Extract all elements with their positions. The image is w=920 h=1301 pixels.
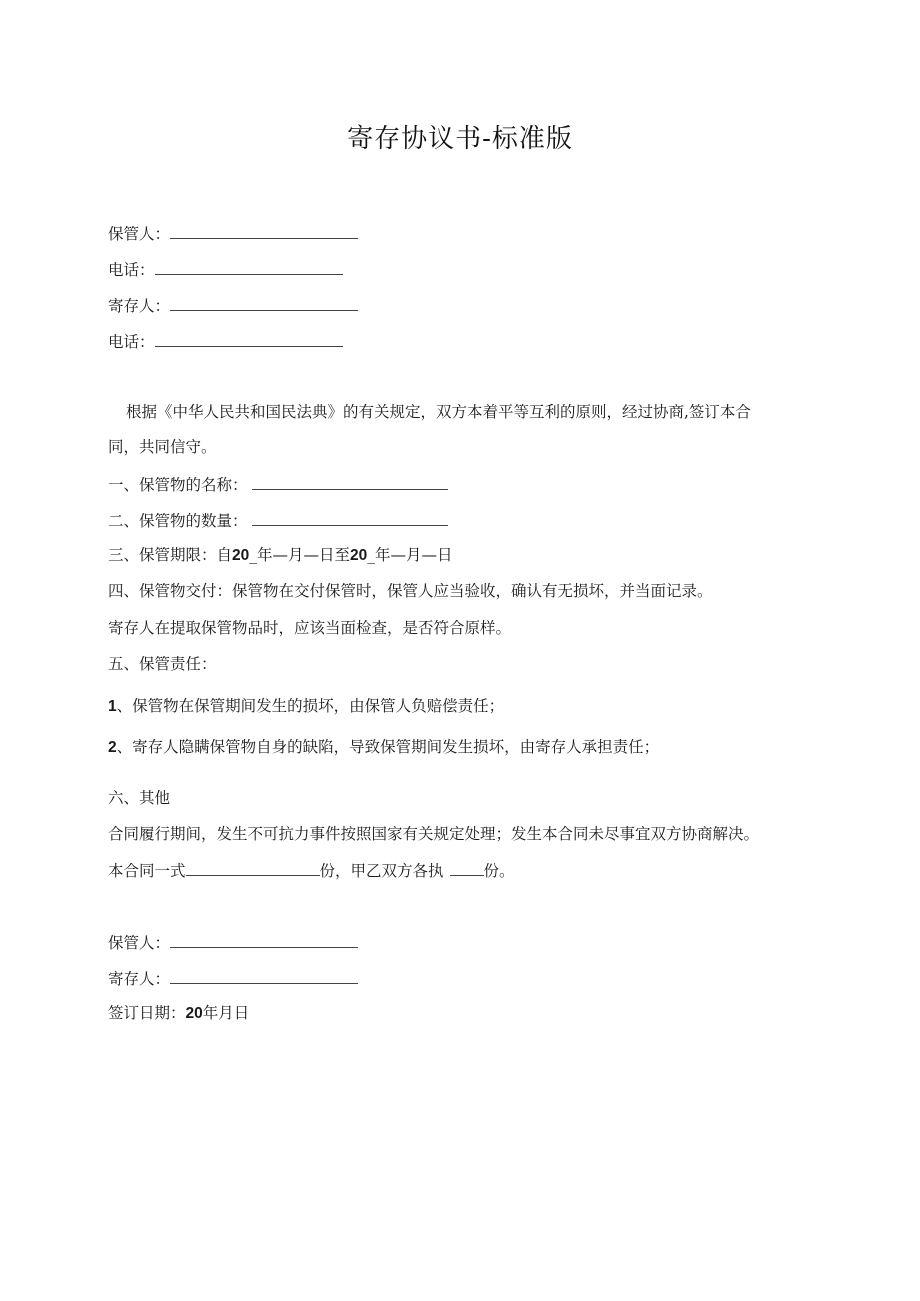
- depositor-line: [108, 295, 358, 316]
- item-4-line: 四、保管物交付：保管物在交付保管时，保管人应当验收，确认有无损坏，并当面记录。: [108, 582, 713, 600]
- phone-label-2: 电话：: [108, 333, 155, 351]
- sign-depositor-line: [108, 968, 358, 989]
- item-5-2-line: [108, 737, 659, 758]
- intro-paragraph-line-2: 同，共同信守。: [108, 438, 217, 456]
- sign-custodian-blank[interactable]: [170, 932, 358, 948]
- item-quantity-blank[interactable]: [252, 510, 448, 526]
- item-1-label: 一、保管物的名称：: [108, 476, 248, 494]
- item-5-heading: 五、保管责任：: [108, 655, 217, 673]
- copies-line: [108, 860, 515, 881]
- custodian-line: [108, 223, 358, 244]
- item-2-label: 二、保管物的数量：: [108, 512, 248, 530]
- document-title: 寄存协议书-标准版: [347, 124, 573, 154]
- item-4-continuation: 寄存人在提取保管物品时，应该当面检查，是否符合原样。: [108, 619, 512, 637]
- item-3-year-2: 20: [350, 547, 368, 564]
- sign-custodian-label: 保管人：: [108, 934, 171, 952]
- item-6-text: 合同履行期间，发生不可抗力事件按照国家有关规定处理；发生本合同未尽事宜双方协商解决。: [108, 825, 760, 843]
- item-3-prefix: 三、保管期限：自: [108, 546, 233, 564]
- item-3-line: [108, 545, 453, 566]
- copies-total-blank[interactable]: [186, 860, 320, 876]
- item-3-mid: _年—月—日至: [249, 546, 351, 564]
- sign-depositor-blank[interactable]: [170, 968, 358, 984]
- sign-depositor-label: 寄存人：: [108, 970, 171, 988]
- item-3-end: _年—月—日: [367, 546, 453, 564]
- depositor-blank[interactable]: [170, 295, 358, 311]
- copies-mid: 份，甲乙双方各执: [319, 862, 444, 880]
- item-5-2-text: 、寄存人隐瞒保管物自身的缺陷，导致保管期间发生损坏，由寄存人承担责任；: [116, 738, 660, 756]
- copies-each-blank[interactable]: [450, 860, 484, 876]
- phone-line-1: [108, 259, 343, 280]
- copies-end: 份。: [483, 862, 515, 880]
- custodian-blank[interactable]: [170, 223, 358, 239]
- item-3-year-1: 20: [232, 547, 250, 564]
- item-5-1-text: 、保管物在保管期间发生的损坏，由保管人负赔偿责任；: [116, 697, 505, 715]
- copies-prefix: 本合同一式: [108, 862, 186, 880]
- item-6-heading: 六、其他: [108, 789, 171, 807]
- intro-paragraph-line-1: 根据《中华人民共和国民法典》的有关规定，双方本着平等互利的原则，经过协商,签订本合: [126, 403, 751, 421]
- depositor-label: 寄存人：: [108, 297, 171, 315]
- item-5-2-number: 2: [108, 739, 117, 756]
- sign-date-year: 20: [185, 1005, 203, 1022]
- item-1-line: [108, 474, 448, 495]
- sign-date-line: [108, 1003, 249, 1024]
- phone-label-1: 电话：: [108, 261, 155, 279]
- phone-blank-2[interactable]: [155, 331, 343, 347]
- item-5-1-number: 1: [108, 698, 117, 715]
- item-2-line: [108, 510, 448, 531]
- sign-custodian-line: [108, 932, 358, 953]
- phone-blank-1[interactable]: [155, 259, 343, 275]
- custodian-label: 保管人：: [108, 225, 171, 243]
- sign-date-rest: 年月日: [202, 1004, 250, 1022]
- item-name-blank[interactable]: [252, 474, 448, 490]
- phone-line-2: [108, 331, 343, 352]
- item-5-1-line: [108, 696, 504, 717]
- sign-date-prefix: 签订日期：: [108, 1004, 186, 1022]
